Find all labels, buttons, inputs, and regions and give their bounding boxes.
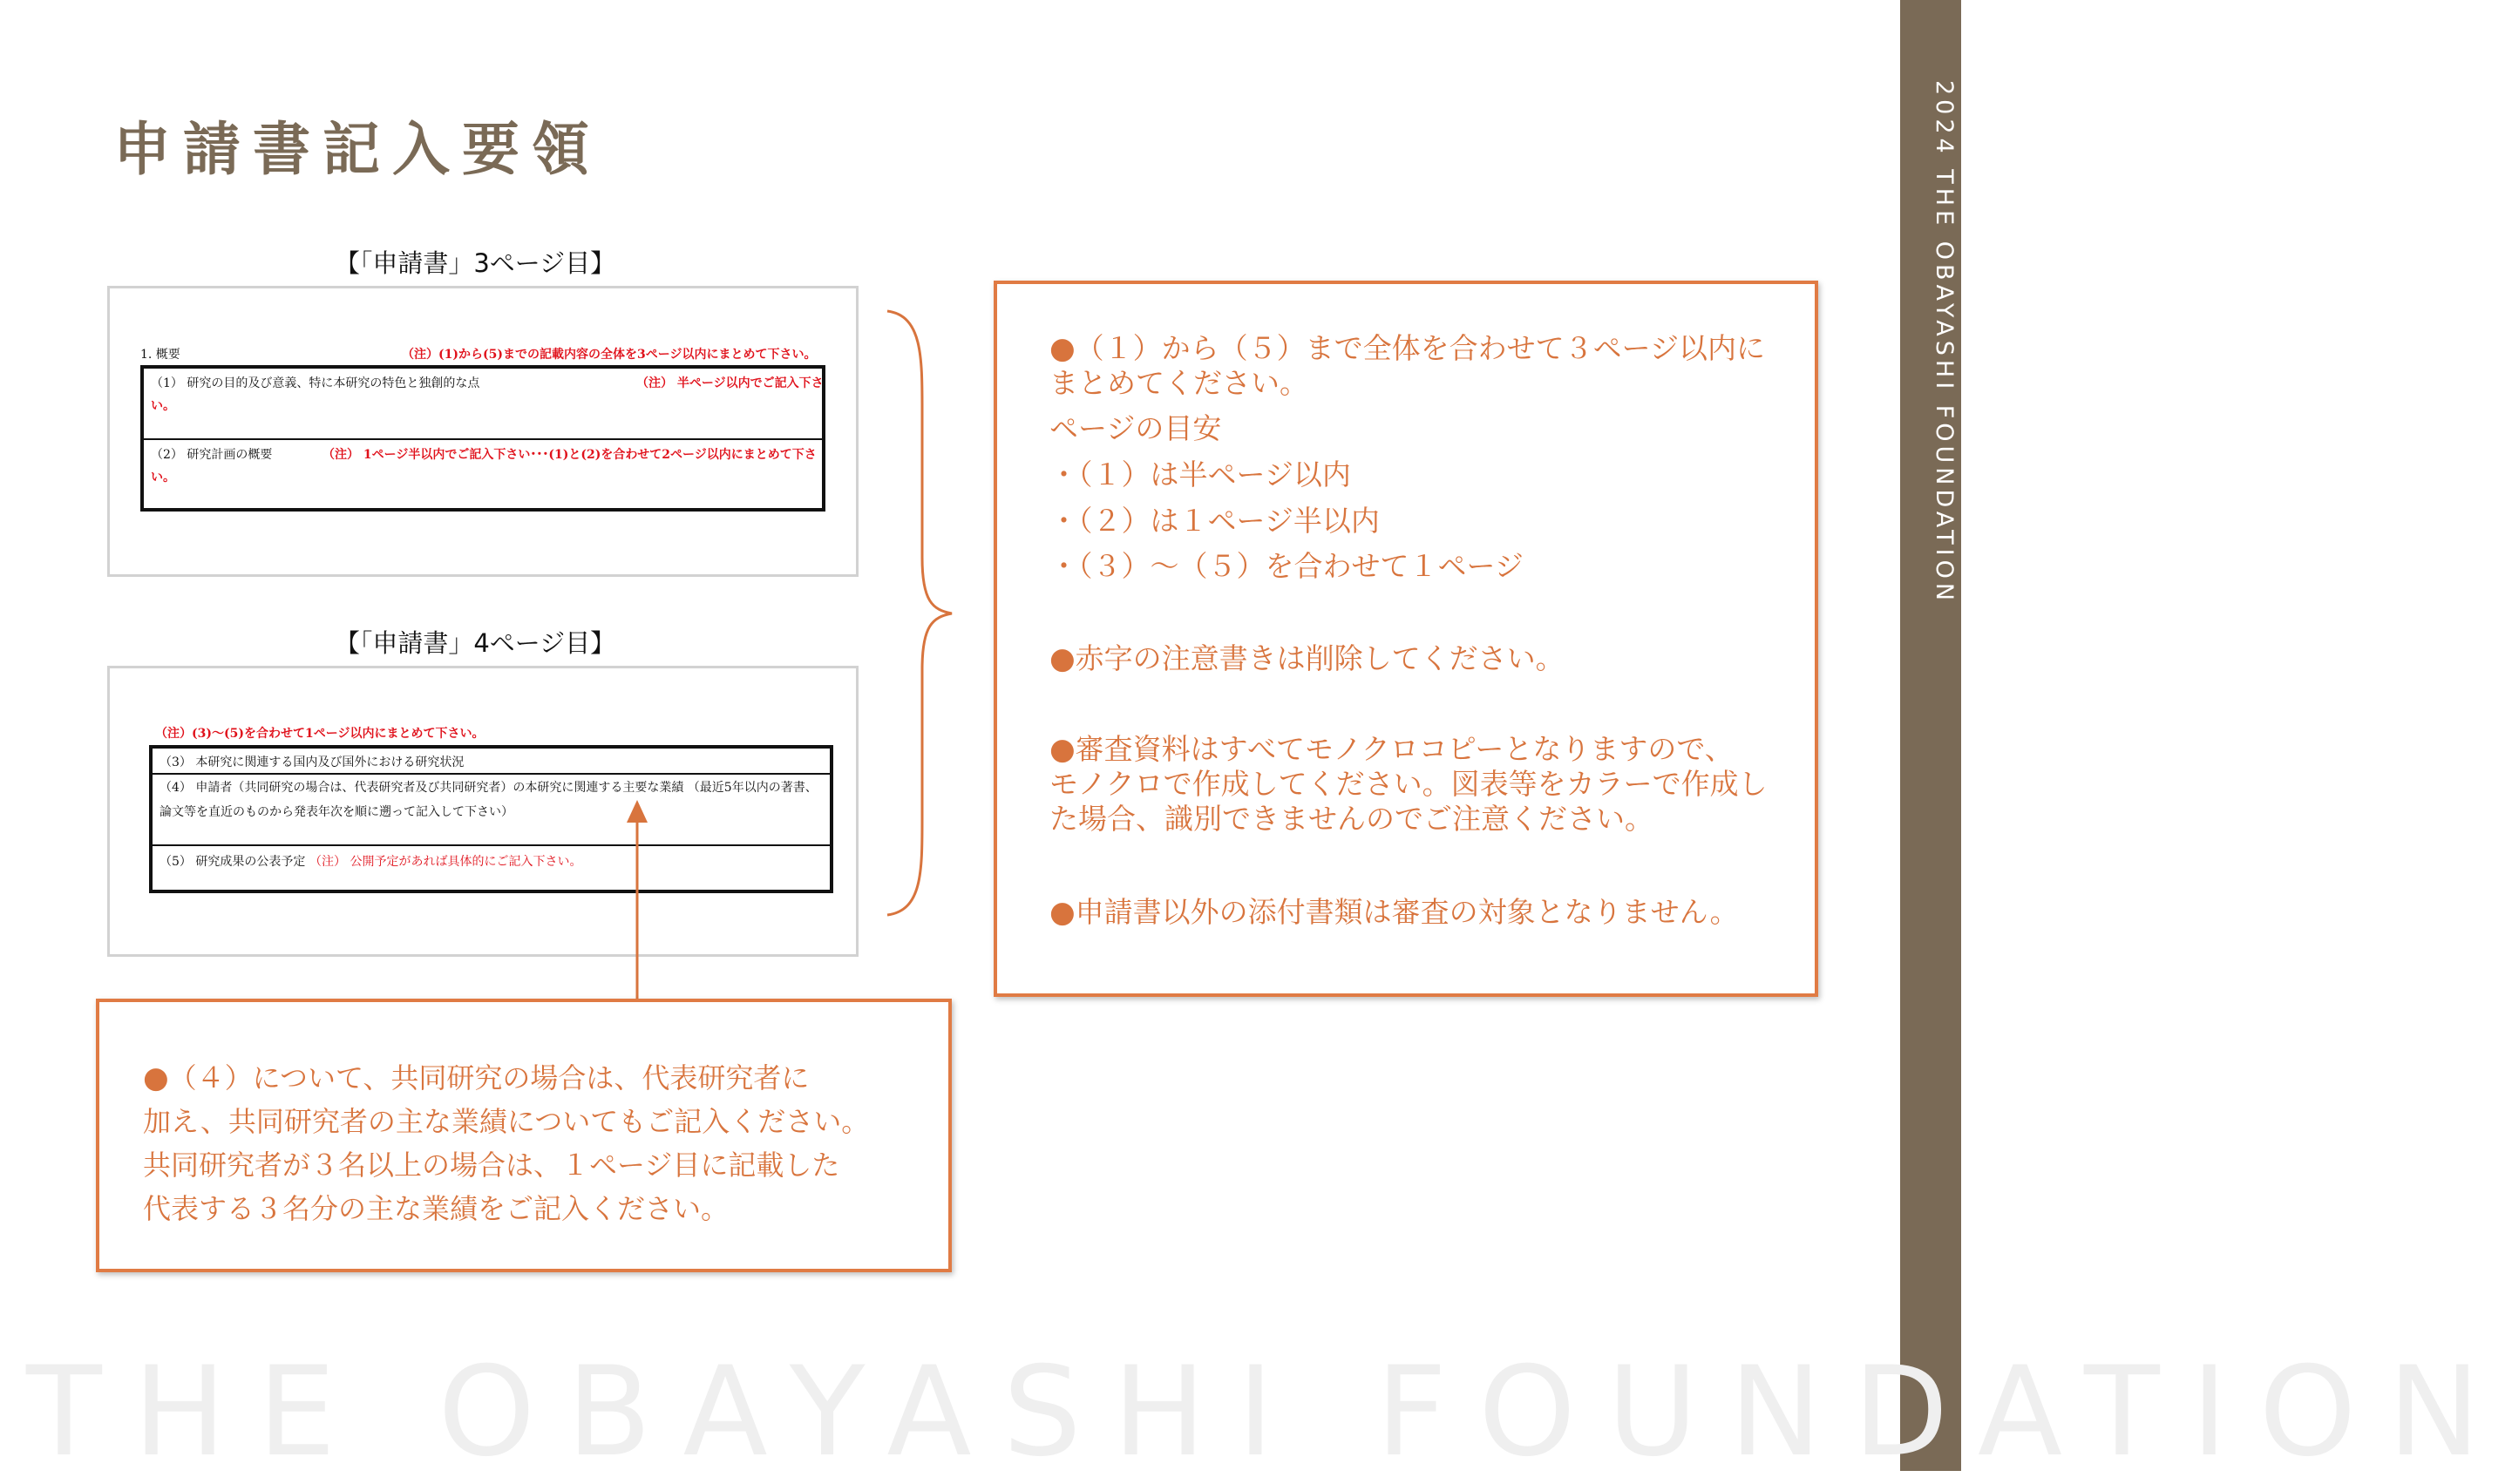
bullet-icon: ● — [1049, 895, 1076, 930]
right-item-1: ・（１）は半ページ以内 — [1049, 457, 1351, 491]
page3-row2-note-cont: い。 — [151, 471, 175, 485]
bullet-icon: ● — [143, 1060, 169, 1095]
brace-connector — [887, 311, 952, 915]
sidebar-label: 2024 THE OBAYASHI FOUNDATION — [1931, 80, 1958, 606]
page-title: 申請書記入要領 — [113, 116, 601, 183]
right-p3-line3: た場合、識別できませんのでご注意ください。 — [1049, 802, 1653, 836]
bottom-line1: （４）について、共同研究の場合は、代表研究者に — [168, 1061, 810, 1094]
bottom-line3: 共同研究者が３名以上の場合は、１ページ目に記載した — [143, 1149, 840, 1182]
right-item-3: ・（３）～（５）を合わせて１ページ — [1049, 549, 1524, 583]
right-p1-line2: まとめてください。 — [1049, 366, 1308, 400]
page4-top-note: （注）(3)～(5)を合わせて1ページ以内にまとめて下さい。 — [155, 727, 485, 741]
right-para-3 — [1049, 732, 1768, 837]
right-item-2: ・（２）は１ページ半以内 — [1049, 504, 1380, 538]
bullet-icon: ● — [1049, 732, 1076, 767]
right-sub-heading: ページの目安 — [1049, 411, 1222, 445]
right-p4: 申請書以外の添付書類は審査の対象となりません。 — [1075, 895, 1739, 929]
page4-caption: 【「申請書」4ページ目】 — [334, 628, 616, 658]
page3-heading: 1. 概要 — [140, 348, 180, 362]
bottom-line2: 加え、共同研究者の主な業績についてもご記入ください。 — [143, 1105, 870, 1138]
page4-row3-label: （3） 本研究に関連する国内及び国外における研究状況 — [160, 756, 465, 769]
arrow-head — [627, 800, 648, 823]
page4-row4-label-cont: 論文等を直近のものから発表年次を順に遡って記入して下さい） — [160, 805, 513, 819]
page3-row1-note-cont: い。 — [151, 399, 175, 413]
right-p2: 赤字の注意書きは削除してください。 — [1075, 641, 1565, 675]
page3-row1-label: （1） 研究の目的及び意義、特に本研究の特色と独創的な点 — [151, 376, 480, 390]
watermark: THE OBAYASHI FOUNDATION — [26, 1340, 2512, 1484]
right-p3-line1: 審査資料はすべてモノクロコピーとなりますので、 — [1075, 732, 1734, 766]
right-p3-line2: モノクロで作成してください。図表等をカラーで作成し — [1049, 767, 1768, 801]
page4-row4-label: （4） 申請者（共同研究の場合は、代表研究者及び共同研究者）の本研究に関連する主要な業績 （最近5年以内の著書、 — [160, 781, 818, 795]
bottom-para — [143, 1056, 869, 1230]
page4-row5-label: （5） 研究成果の公表予定 — [160, 855, 306, 869]
bottom-instructions-box — [96, 999, 952, 1272]
right-instructions-box — [994, 281, 1818, 997]
page3-heading-note: （注）(1)から(5)までの記載内容の全体を3ページ以内にまとめて下さい。 — [402, 348, 817, 362]
page3-row2-label: （2） 研究計画の概要 — [151, 448, 273, 462]
bullet-icon: ● — [1049, 331, 1076, 366]
page3-caption: 【「申請書」3ページ目】 — [334, 248, 616, 278]
page3-row2-note: （注） 1ページ半以内でご記入下さい･･･(1)と(2)を合わせて2ページ以内にまとめて下さ — [322, 448, 817, 462]
right-para-4 — [1049, 895, 1739, 930]
right-p1-line1: （１）から（５）まで全体を合わせて３ページ以内に — [1075, 331, 1766, 365]
bullet-icon: ● — [1049, 641, 1076, 676]
bottom-line4: 代表する３名分の主な業績をご記入ください。 — [143, 1192, 730, 1225]
page3-row1-note: （注） 半ページ以内でご記入下さ — [636, 376, 824, 390]
page4-row5-note: （注） 公開予定があれば具体的にご記入下さい。 — [309, 855, 582, 869]
right-para-1 — [1049, 331, 1765, 401]
right-para-2 — [1049, 641, 1565, 676]
